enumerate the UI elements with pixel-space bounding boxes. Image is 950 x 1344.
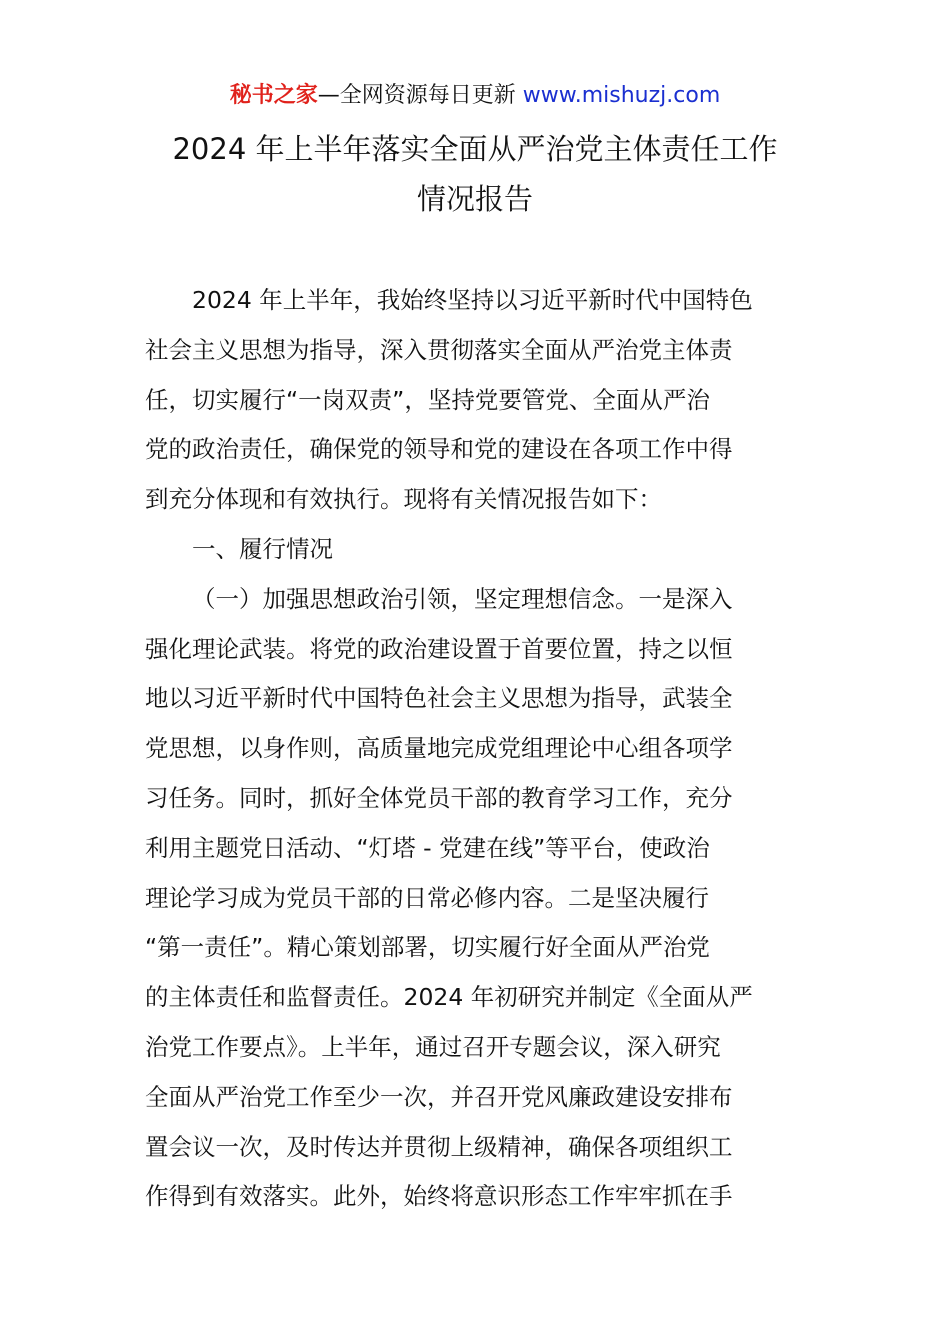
section-heading: 一、履行情况 — [192, 534, 333, 563]
body-line: 党思想，以身作则，高质量地完成党组理论中心组各项学 — [145, 734, 733, 763]
title-line-2: 情况报告 — [416, 182, 533, 216]
body-line: 作得到有效落实。此外，始终将意识形态工作牢牢抓在手 — [145, 1182, 733, 1211]
body-line: 理论学习成为党员干部的日常必修内容。二是坚决履行 — [145, 883, 709, 912]
body-line: 党的政治责任，确保党的领导和党的建设在各项工作中得 — [145, 435, 733, 464]
body-line: （一）加强思想政治引领，坚定理想信念。一是深入 — [192, 584, 733, 613]
document-body — [145, 276, 815, 1222]
body-line: 社会主义思想为指导，深入贯彻落实全面从严治党主体责 — [145, 335, 733, 364]
body-line: 地以习近平新时代中国特色社会主义思想为指导，武装全 — [145, 684, 733, 713]
body-line: 治党工作要点》。上半年，通过召开专题会议，深入研究 — [145, 1032, 721, 1061]
body-line: “第一责任”。精心策划部署，切实履行好全面从严治党 — [145, 933, 710, 962]
body-line: 利用主题党日活动、“灯塔 - 党建在线”等平台，使政治 — [145, 833, 710, 862]
site-header — [0, 80, 950, 112]
site-tagline: —全网资源每日更新 — [317, 83, 523, 108]
body-line: 强化理论武装。将党的政治建设置于首要位置，持之以恒 — [145, 634, 733, 663]
body-line: 的主体责任和监督责任。2024 年初研究并制定《全面从严 — [145, 983, 753, 1012]
body-line: 2024 年上半年，我始终坚持以习近平新时代中国特色 — [192, 286, 753, 314]
body-line: 任，切实履行“一岗双责”，坚持党要管党、全面从严治 — [145, 385, 710, 414]
document-title — [100, 124, 850, 224]
site-brand: 秘书之家 — [229, 83, 318, 108]
site-url-link[interactable]: www.mishuzj.com — [522, 83, 721, 108]
title-line-1: 2024 年上半年落实全面从严治党主体责任工作 — [172, 132, 778, 166]
body-line: 全面从严治党工作至少一次，并召开党风廉政建设安排布 — [145, 1082, 733, 1111]
body-line: 到充分体现和有效执行。现将有关情况报告如下： — [145, 485, 662, 514]
body-line: 习任务。同时，抓好全体党员干部的教育学习工作，充分 — [145, 783, 733, 812]
body-line: 置会议一次，及时传达并贯彻上级精神，确保各项组织工 — [145, 1132, 733, 1161]
